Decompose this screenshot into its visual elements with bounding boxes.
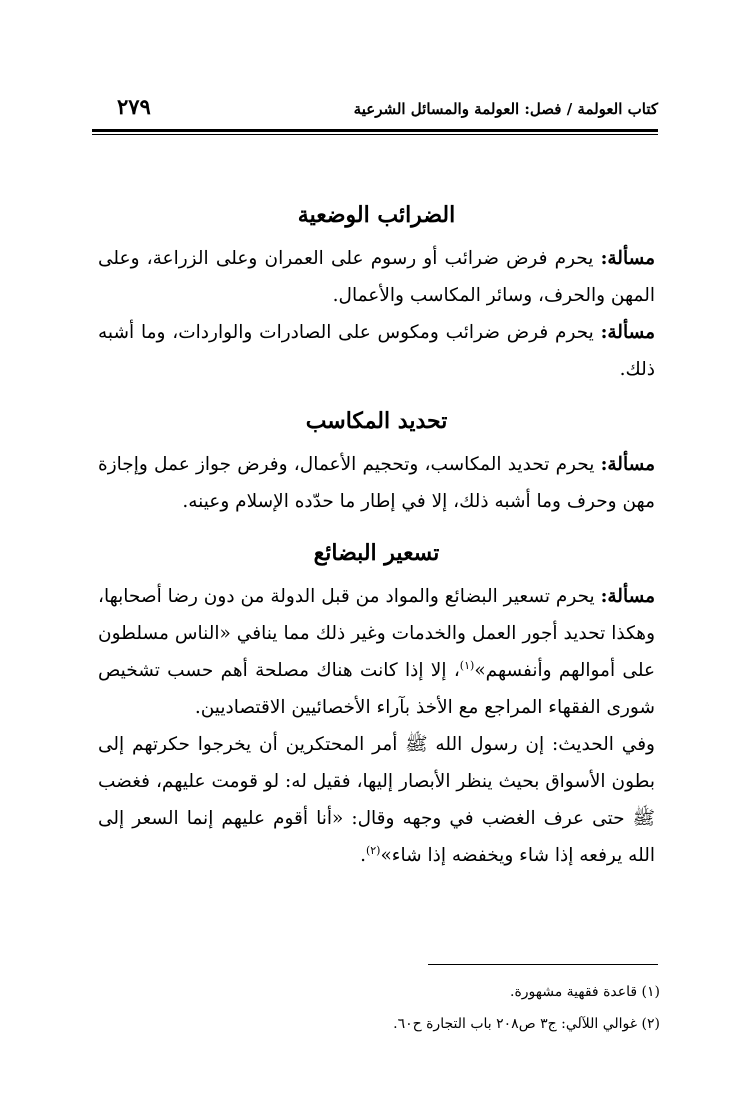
footnote-1: (١) قاعدة فقهية مشهورة. [510,984,660,1000]
section-heading-pricing: تسعير البضائع [313,540,440,566]
hadith-text: وفي الحديث: إن رسول الله ﷺ أمر المحتكرين أن يخرجوا حكرتهم إلى بطون الأسواق بحيث ينظر الأبصار إليها، فقيل له: لو قومت عليهم، فغضب ﷺ حتى عرف الغضب في وجهه وقال: «أنا أقوم عليهم إنما السعر إلى الله يرفعه إذا شاء ويخفضه إذا شاء» [98,734,655,866]
running-title: كتاب العولمة / فصل: العولمة والمسائل الشرعية [353,100,658,118]
issue-text: يحرم تحديد المكاسب، وتحجيم الأعمال، وفرض جواز عمل وإجازة مهن وحرف وما أشبه ذلك، إلا في إطار ما حدّده الإسلام وعينه. [98,454,655,512]
issue-paragraph [98,314,655,388]
issue-text: يحرم تسعير البضائع والمواد من قبل الدولة من دون رضا أصحابها، وهكذا تحديد أجور العمل والخدمات وغير ذلك مما ينافي «الناس مسلطون على أموالهم وأنفسهم» [98,586,655,681]
issue-paragraph [98,240,655,314]
page-number: ٢٧٩ [117,94,151,119]
issue-paragraph [98,446,655,520]
issue-label: مسألة: [600,454,655,475]
footnote-2: (٢) غوالي اللآلي: ج٣ ص٢٠٨ باب التجارة ح٦٠. [393,1016,660,1032]
hadith-text-end: . [360,845,366,866]
header-rule-thick [92,129,658,132]
header-rule-thin [92,134,658,135]
hadith-paragraph [98,726,655,874]
footnote-ref[interactable]: (٢) [365,843,381,857]
footnotes [98,976,660,1040]
section-heading-earnings: تحديد المكاسب [305,408,448,434]
issue-text: يحرم فرض ضرائب أو رسوم على العمران وعلى الزراعة، وعلى المهن والحرف، وسائر المكاسب والأعمال. [98,248,655,306]
issue-label: مسألة: [600,586,655,607]
main-text [98,190,655,874]
footnote-ref[interactable]: (١) [459,658,475,672]
issue-text-cont: ، إلا إذا كانت هناك مصلحة أهم حسب تشخيص شورى الفقهاء المراجع مع الأخذ بآراء الأخصائيين الاقتصاديين. [98,660,655,718]
issue-label: مسألة: [600,322,655,343]
footnote-rule [428,964,658,965]
issue-paragraph [98,578,655,726]
section-heading-taxes: الضرائب الوضعية [297,202,456,228]
page-header [95,88,658,128]
issue-label: مسألة: [600,248,655,269]
issue-text: يحرم فرض ضرائب ومكوس على الصادرات والواردات، وما أشبه ذلك. [98,322,655,380]
